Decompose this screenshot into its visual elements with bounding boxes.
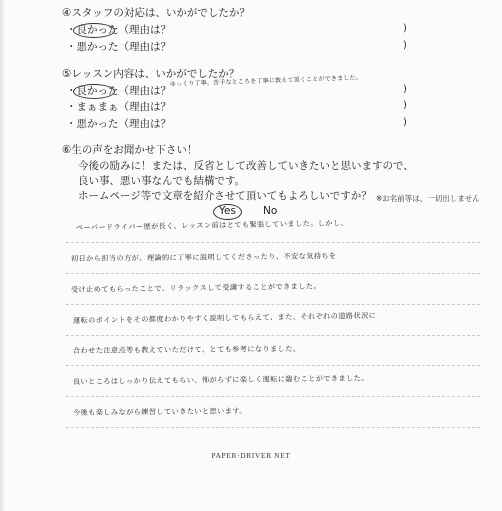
q5-option-good: ・良かった（理由は？	[66, 85, 171, 97]
ruled-line	[66, 335, 480, 336]
q5-good-circled-mark	[73, 84, 115, 99]
ruled-line	[66, 304, 480, 305]
q5-good-reason-handwriting: ゆっくり丁寧。苦手なところを丁寧に教えて頂くことができました。	[169, 74, 362, 89]
paren-close: )	[403, 117, 407, 128]
ruled-line	[66, 242, 480, 243]
comment-line-5: 合わせた注意点等も教えていただけて、とても参考になりました。	[72, 344, 301, 356]
q4-good-circled-mark	[73, 23, 115, 38]
comment-line-1: ペーパードライバー歴が長く、レッスン前はとても緊張していました。しかし、	[75, 218, 349, 233]
comment-line-6: 良いところはしっかり伝えてもらい、怖がらずに楽しく運転に臨むことができました。	[72, 373, 369, 387]
ruled-line	[66, 365, 480, 366]
question-6-title: ⑥生の声をお聞かせ下さい！	[62, 144, 198, 156]
comment-line-3: 受け止めてもらったことで、リラックスして受講することができました。	[70, 281, 321, 295]
question-6-line-3: 良い事、悪い事なんでも結構です。	[78, 175, 246, 187]
consent-no: No	[263, 205, 278, 217]
privacy-note: ※お名前等は、一切出しません	[376, 194, 480, 203]
question-6-line-2: 今後の励みに！または、反省として改善していきたいと思いますので、	[78, 160, 414, 172]
ruled-line	[66, 396, 480, 397]
ruled-line	[66, 427, 480, 428]
paren-close: )	[403, 40, 407, 51]
comment-line-2: 初日から担当の方が、理論的に丁寧に説明してくださったり、不安な気持ちを	[70, 251, 337, 264]
comment-line-7: 今後も楽しみながら練習していきたいと思います。	[72, 406, 247, 418]
question-4-title: ④スタッフの対応は、いかがでしたか？	[62, 7, 250, 19]
q4-option-bad: ・悪かった（理由は？	[66, 41, 171, 53]
question-6-line-4: ホームページ等で文章を紹介させて頂いてもよろしいですか？	[78, 190, 372, 202]
paren-close: )	[403, 100, 407, 111]
consent-yes: Yes	[219, 205, 236, 217]
q5-option-normal: ・まぁまぁ（理由は？	[66, 101, 171, 113]
footer-brand: PAPER·DRIVER NET	[211, 451, 291, 460]
yes-circled-mark	[213, 204, 242, 220]
q4-option-good: ・良かった（理由は？	[66, 24, 171, 36]
q5-option-bad: ・悪かった（理由は？	[66, 118, 171, 130]
question-5-title: ⑤レッスン内容は、いかがでしたか？	[62, 68, 240, 80]
paren-close: )	[403, 23, 407, 34]
ruled-line	[66, 273, 480, 274]
comment-line-4: 運転のポイントをその都度わかりやすく説明してもらえて、また、それぞれの道路状況に	[72, 310, 377, 326]
paren-close: )	[403, 84, 407, 95]
scan-edge	[0, 0, 5, 511]
